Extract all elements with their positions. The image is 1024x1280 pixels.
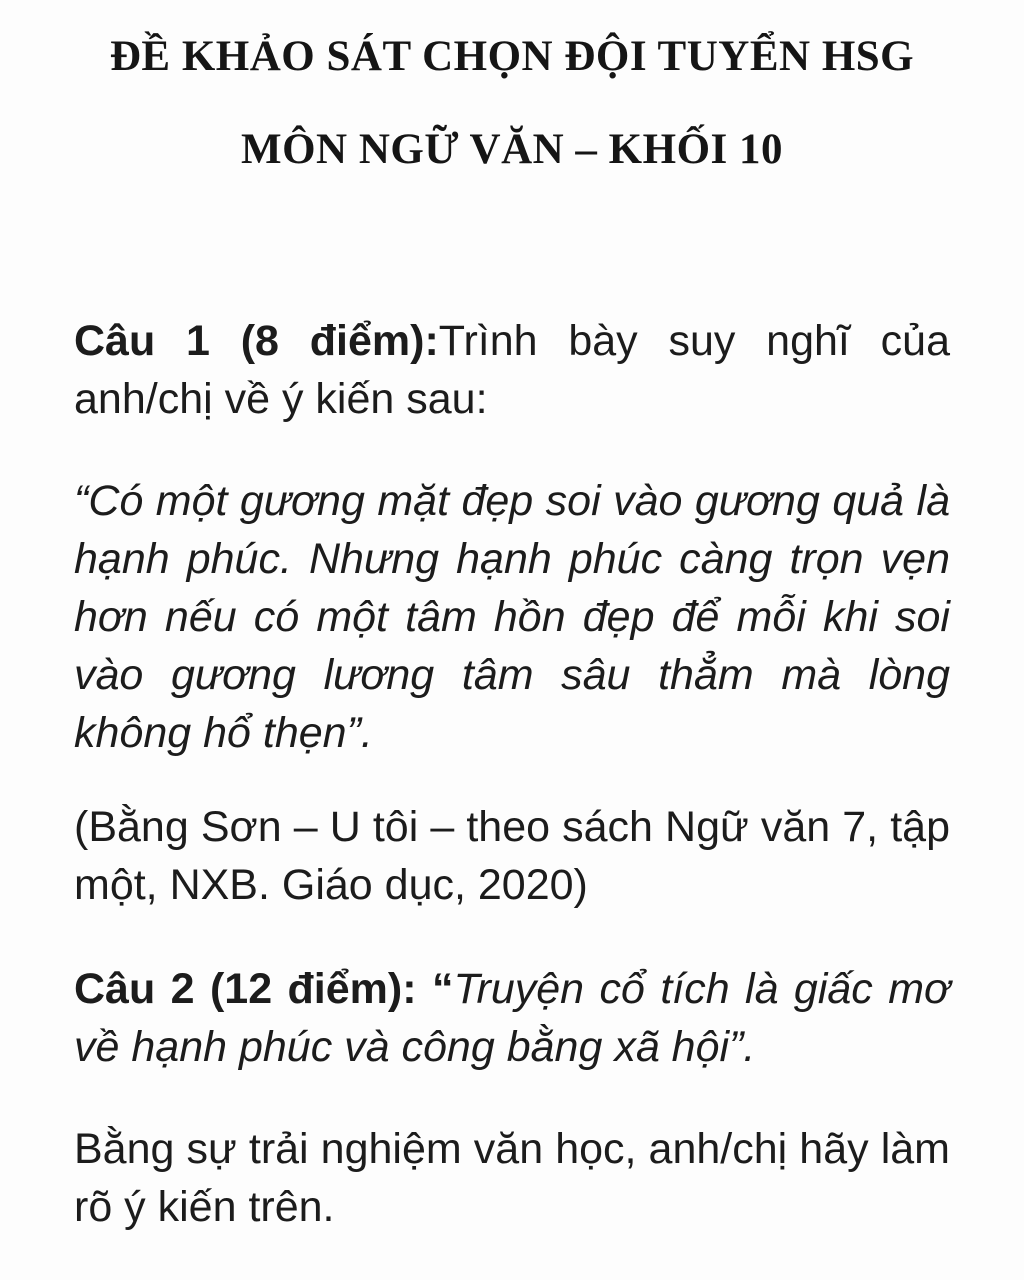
question-1-text: Trình bày suy nghĩ của anh/chị về ý kiến sau: xyxy=(74,317,950,423)
question-2-prompt xyxy=(74,960,950,1076)
exam-title: ĐỀ KHẢO SÁT CHỌN ĐỘI TUYỂN HSG xyxy=(109,33,915,80)
question-2-label: Câu 2 (12 điểm): xyxy=(74,965,417,1013)
question-1-quote xyxy=(74,472,950,762)
question-2-instruction: Bằng sự trải nghiệm văn học, anh/chị hãy làm rõ ý kiến trên. xyxy=(74,1125,950,1231)
question-2-quote-text: Truyện cổ tích là giấc mơ về hạnh phúc và công bằng xã hội”. xyxy=(74,965,951,1071)
question-1-prompt xyxy=(74,312,950,428)
question-1-source: (Bằng Sơn – U tôi – theo sách Ngữ văn 7, tập một, NXB. Giáo dục, 2020) xyxy=(74,803,950,909)
question-1-quote-text: “Có một gương mặt đẹp soi vào gương quả là hạnh phúc. Nhưng hạnh phúc càng trọn vẹn hơn nếu có một tâm hồn đẹp để mỗi khi soi vào gương lương tâm sâu thẳm mà lòng không hổ thẹn”. xyxy=(74,477,950,757)
exam-subtitle: MÔN NGỮ VĂN – KHỐI 10 xyxy=(240,126,784,173)
question-2-open-quote: “ xyxy=(431,965,454,1013)
question-1-label: Câu 1 (8 điểm): xyxy=(74,317,439,365)
